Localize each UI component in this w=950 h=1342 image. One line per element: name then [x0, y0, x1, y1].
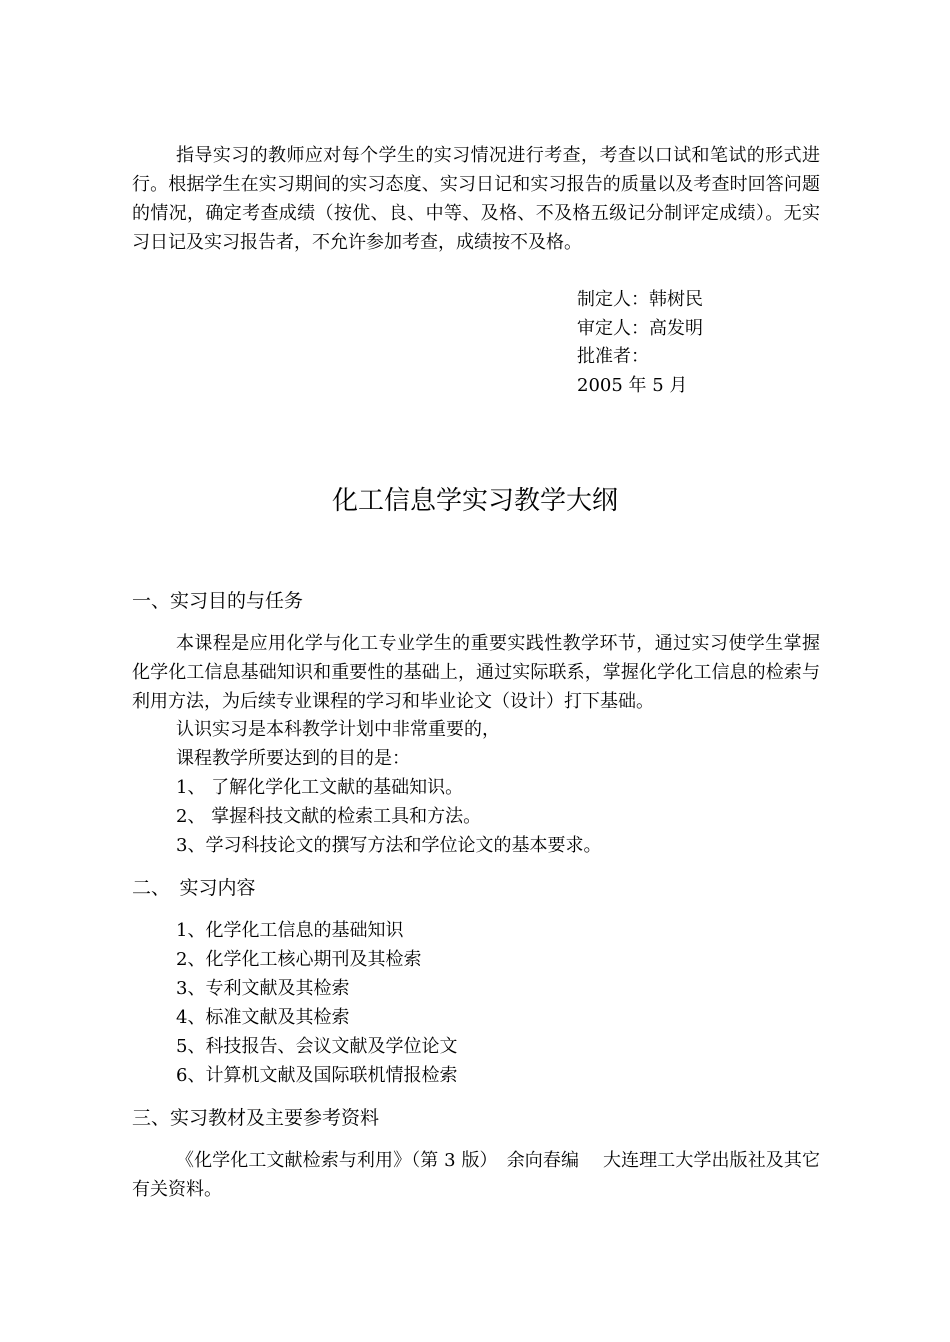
- section-1-heading: 一、实习目的与任务: [132, 590, 304, 612]
- list-item: 4、标准文献及其检索: [176, 1007, 350, 1028]
- document-title: 化工信息学实习教学大纲: [331, 486, 618, 516]
- section-3-paragraph: 《化学化工文献检索与利用》（第 3 版） 余向春编 大连理工大学出版社及其它有关资料。: [132, 1150, 820, 1200]
- signoff-approver: 批准者：: [577, 346, 649, 367]
- list-item: 课程教学所要达到的目的是：: [176, 748, 410, 769]
- list-item: 2、 掌握科技文献的检索工具和方法。: [176, 806, 482, 827]
- list-item: 3、专利文献及其检索: [176, 978, 350, 999]
- list-item: 6、计算机文献及国际联机情报检索: [176, 1065, 458, 1086]
- section-1-lines: [176, 715, 601, 860]
- section-3-heading: 三、实习教材及主要参考资料: [132, 1107, 380, 1129]
- list-item: 3、学习科技论文的撰写方法和学位论文的基本要求。: [176, 835, 602, 856]
- section-2-items: [176, 916, 457, 1090]
- signoff-author: 制定人：韩树民: [577, 289, 703, 310]
- intro-paragraph: 指导实习的教师应对每个学生的实习情况进行考查，考查以口试和笔试的形式进行。根据学生在实习期间的实习态度、实习日记和实习报告的质量以及考查时回答问题的情况，确定考查成绩（按优、良、中等、及格、不及格五级记分制评定成绩）。无实习日记及实习报告者，不允许参加考查，成绩按不及格。: [132, 145, 820, 253]
- signoff-block: [577, 286, 703, 400]
- list-item: 认识实习是本科教学计划中非常重要的，: [176, 719, 500, 740]
- list-item: 5、科技报告、会议文献及学位论文: [176, 1036, 458, 1057]
- list-item: 2、化学化工核心期刊及其检索: [176, 949, 422, 970]
- signoff-reviewer: 审定人：高发明: [577, 317, 703, 339]
- signoff-date: 2005 年 5 月: [577, 374, 688, 396]
- list-item: 1、 了解化学化工文献的基础知识。: [176, 777, 464, 798]
- section-2-heading: 二、 实习内容: [132, 877, 256, 899]
- list-item: 1、化学化工信息的基础知识: [176, 920, 404, 941]
- section-1-paragraph: 本课程是应用化学与化工专业学生的重要实践性教学环节，通过实习使学生掌握化学化工信息基础知识和重要性的基础上，通过实际联系，掌握化学化工信息的检索与利用方法，为后续专业课程的学习和毕业论文（设计）打下基础。: [132, 633, 820, 712]
